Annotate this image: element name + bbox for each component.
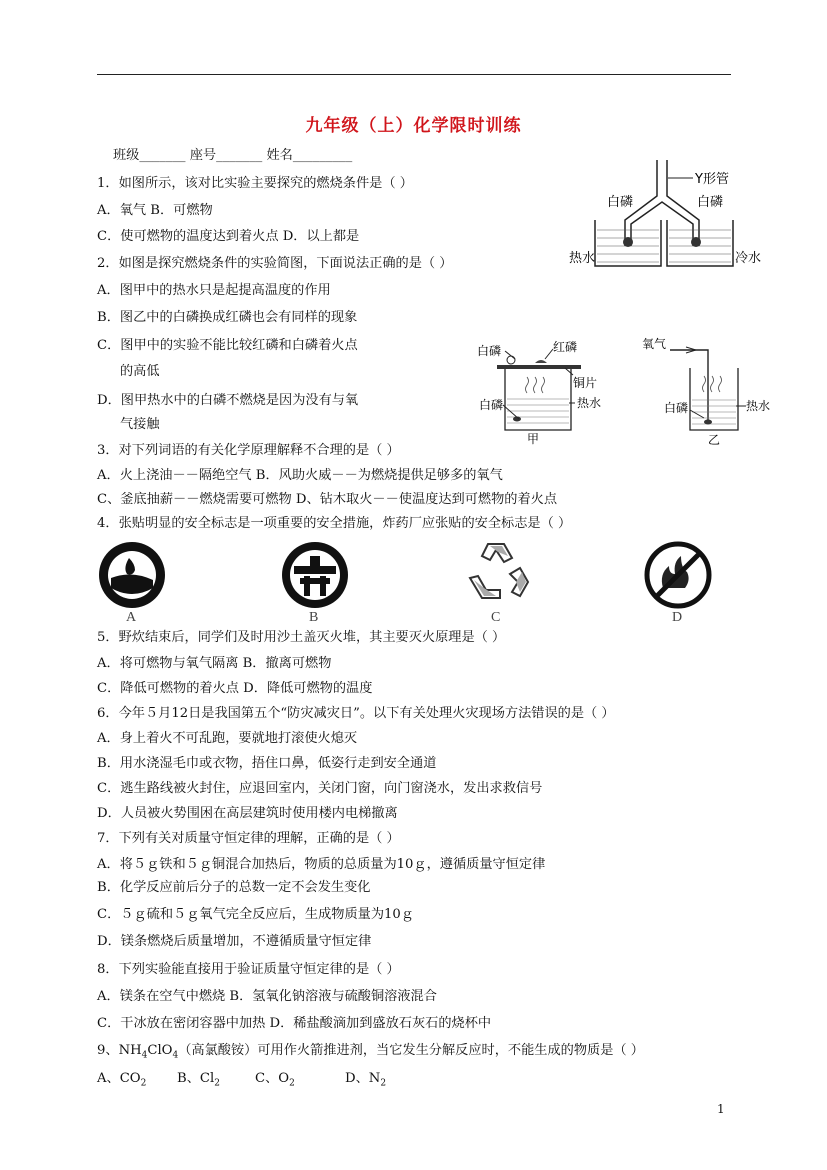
caption-yi: 乙 bbox=[708, 433, 721, 447]
white-p-top-label: 白磷 bbox=[477, 344, 502, 358]
oxygen-label: 氧气 bbox=[642, 337, 667, 351]
q9-stem: 9、$NH_4ClO_4$（高氯酸铵）可用作火箭推进剂，当它发生分解反应时，不能生成的物质是（ ） bbox=[97, 1043, 644, 1061]
q2-option-c: C．图甲中的实验不能比较红磷和白磷着火点 bbox=[97, 338, 358, 353]
q6-option-b: B．用水浇湿毛巾或衣物，捂住口鼻，低姿行走到安全通道 bbox=[97, 756, 437, 771]
cold-water-label: 冷水 bbox=[735, 251, 762, 266]
q6-stem: 6．今年５月12日是我国第五个“防灾减灾日”。以下有关处理火灾现场方法错误的是（ ） bbox=[97, 706, 615, 721]
q7-stem: 7．下列有关对质量守恒定律的理解，正确的是（ ） bbox=[97, 831, 400, 846]
q1-options-ab: A．氧气 B．可燃物 bbox=[97, 203, 213, 218]
q3-options-ab: A．火上浇油－－隔绝空气 B．风助火威－－为燃烧提供足够多的氧气 bbox=[97, 468, 503, 483]
q5-options-ab: A．将可燃物与氧气隔离 B．撤离可燃物 bbox=[97, 656, 332, 671]
right-white-p-label: 白磷 bbox=[697, 195, 724, 210]
q9-option-d: D、$N_2$ bbox=[345, 1071, 387, 1089]
q6-option-c: C．逃生路线被火封住，应退回室内，关闭门窗，向门窗浇水，发出求救信号 bbox=[97, 781, 543, 796]
q8-options-cd: C．干冰放在密闭容器中加热 D．稀盐酸滴加到盛放石灰石的烧杯中 bbox=[97, 1016, 492, 1031]
symbol-c-label: C bbox=[491, 610, 501, 625]
q5-options-cd: C．降低可燃物的着火点 D．降低可燃物的温度 bbox=[97, 681, 373, 696]
q2-stem: 2．如图是探究燃烧条件的实验简图，下面说法正确的是（ ） bbox=[97, 256, 453, 271]
q6-option-a: A．身上着火不可乱跑，要就地打滚使火熄灭 bbox=[97, 731, 358, 746]
symbol-a-icon bbox=[97, 540, 167, 610]
white-p-top bbox=[507, 356, 515, 364]
q7-option-a: A．将５ｇ铁和５ｇ铜混合加热后，物质的总质量为10ｇ，遵循质量守恒定律 bbox=[97, 857, 546, 872]
q6-option-d: D．人员被火势围困在高层建筑时使用楼内电梯撤离 bbox=[97, 806, 398, 821]
hot-water-label: 热水 bbox=[569, 251, 596, 266]
hot-water-yi-label: 热水 bbox=[746, 399, 771, 413]
q1-stem: 1．如图所示，该对比实验主要探究的燃烧条件是（ ） bbox=[97, 176, 413, 191]
figure-jia bbox=[475, 335, 625, 445]
white-phosphorus-left bbox=[623, 237, 633, 247]
q3-stem: 3．对下列词语的有关化学原理解释不合理的是（ ） bbox=[97, 443, 400, 458]
figure-yi bbox=[640, 330, 790, 448]
header-rule bbox=[97, 74, 731, 75]
q9-option-a: A、$CO_2$ bbox=[97, 1071, 147, 1089]
q3-options-cd: C、釜底抽薪－－燃烧需要可燃物 D、钻木取火－－使温度达到可燃物的着火点 bbox=[97, 492, 558, 507]
q8-stem: 8．下列实验能直接用于验证质量守恒定律的是（ ） bbox=[97, 962, 400, 977]
hot-water-jia-label: 热水 bbox=[577, 396, 602, 410]
symbol-d-label: D bbox=[672, 610, 683, 625]
q8-options-ab: A．镁条在空气中燃烧 B．氢氧化钠溶液与硫酸铜溶液混合 bbox=[97, 989, 437, 1004]
student-info: 班级_______ 座号_______ 姓名_________ bbox=[113, 148, 353, 163]
q2-option-a: A．图甲中的热水只是起提高温度的作用 bbox=[97, 283, 331, 298]
white-phosphorus-right bbox=[691, 237, 701, 247]
white-p-water-label: 白磷 bbox=[479, 398, 504, 412]
white-p-yi-label: 白磷 bbox=[664, 401, 689, 415]
q9-options bbox=[97, 1070, 386, 1093]
page-title: 九年级（上）化学限时训练 bbox=[305, 116, 522, 136]
q4-stem: 4．张贴明显的安全标志是一项重要的安全措施，炸药厂应张贴的安全标志是（ ） bbox=[97, 516, 572, 531]
red-p-label: 红磷 bbox=[553, 340, 578, 354]
q7-option-d: D．镁条燃烧后质量增加，不遵循质量守恒定律 bbox=[97, 934, 372, 949]
y-tube-label: Y形管 bbox=[695, 172, 729, 187]
q7-option-c: C．５ｇ硫和５ｇ氧气完全反应后，生成物质量为10ｇ bbox=[97, 907, 414, 922]
q2-option-b: B．图乙中的白磷换成红磷也会有同样的现象 bbox=[97, 310, 358, 325]
q1-options-cd: C．使可燃物的温度达到着火点 D．以上都是 bbox=[97, 229, 360, 244]
q2-option-d-cont: 气接触 bbox=[120, 417, 160, 432]
q9-option-b: B、$Cl_2$ bbox=[177, 1071, 220, 1089]
left-white-p-label: 白磷 bbox=[607, 195, 634, 210]
no-fire-icon bbox=[643, 540, 713, 610]
q2-option-c-cont: 的高低 bbox=[120, 364, 160, 379]
symbol-b-icon bbox=[280, 540, 350, 610]
red-p bbox=[535, 360, 547, 363]
q2-option-d: D．图甲热水中的白磷不燃烧是因为没有与氧 bbox=[97, 393, 359, 408]
y-tube-figure bbox=[565, 158, 775, 273]
q7-option-b: B．化学反应前后分子的总数一定不会发生变化 bbox=[97, 880, 371, 895]
copper-label: 铜片 bbox=[573, 376, 598, 390]
q9-option-c: C、$O_2$ bbox=[255, 1071, 295, 1089]
q5-stem: 5．野炊结束后，同学们及时用沙土盖灭火堆，其主要灭火原理是（ ） bbox=[97, 630, 506, 645]
recycle-icon bbox=[460, 538, 535, 610]
caption-jia: 甲 bbox=[527, 432, 540, 445]
symbol-a-label: A bbox=[126, 610, 137, 625]
page-number: 1 bbox=[717, 1102, 725, 1116]
symbol-b-label: B bbox=[309, 610, 319, 625]
